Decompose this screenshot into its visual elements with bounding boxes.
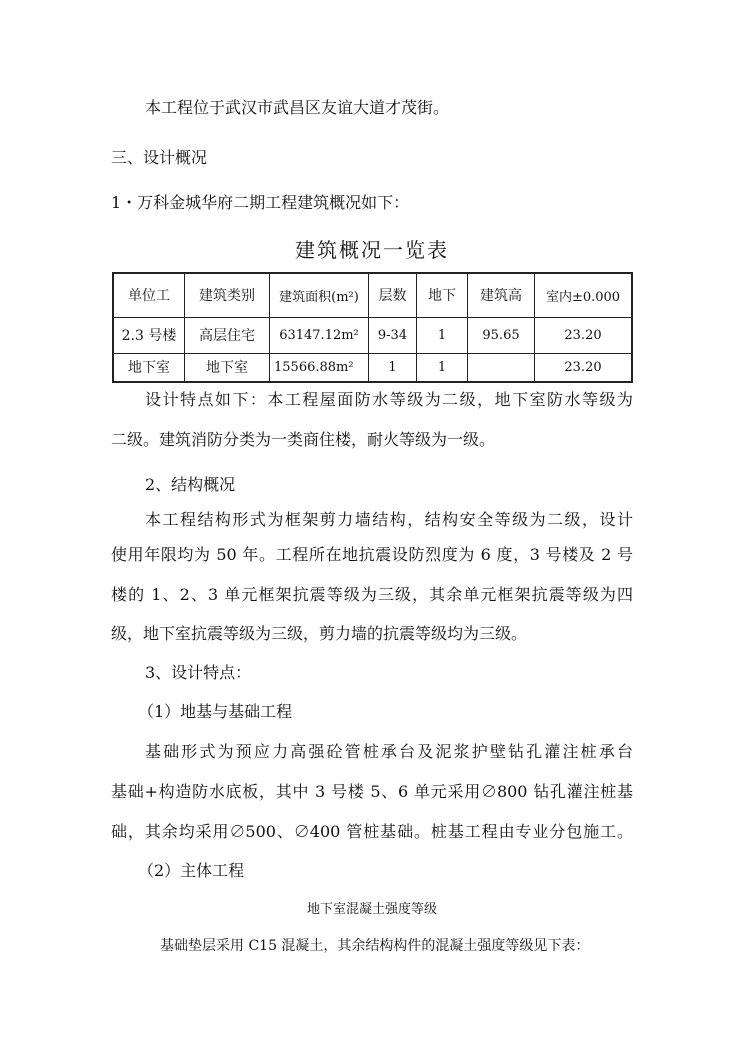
- concrete-paragraph: 基础垫层采用 C15 混凝土，其余结构构件的混凝土强度等级见下表：: [160, 938, 590, 954]
- foundation-paragraph-line: 基础形式为预应力高强砼管桩承台及泥浆护壁钻孔灌注桩承台: [145, 742, 633, 761]
- header-cell: 建筑面积(m²): [270, 273, 369, 317]
- table-cell: 1: [369, 353, 417, 382]
- table-cell: [468, 353, 535, 382]
- header-cell: 单位工: [113, 273, 185, 317]
- subsection-1-heading: （1）地基与基础工程: [138, 702, 293, 721]
- table-cell: 1: [417, 353, 468, 382]
- location-paragraph: 本工程位于武汉市武昌区友谊大道才茂街。: [145, 98, 450, 117]
- header-cell: 建筑类别: [185, 273, 270, 317]
- table-cell: 地下室: [113, 353, 185, 382]
- table-cell: 地下室: [185, 353, 270, 382]
- table-cell: 23.20: [535, 317, 633, 353]
- structure-paragraph-line: 楼的 1、2、3 单元框架抗震等级为三级，其余单元框架抗震等级为四: [111, 585, 633, 604]
- structure-paragraph-line: 级，地下室抗震等级为三级，剪力墙的抗震等级均为三级。: [111, 624, 528, 643]
- foundation-paragraph-line: 基础+构造防水底板，其中 3 号楼 5、6 单元采用∅800 钻孔灌注桩基: [111, 782, 633, 801]
- table-cell: 高层住宅: [185, 317, 270, 353]
- table-cell: 63147.12m²: [270, 317, 369, 353]
- table-title: 建筑概况一览表: [295, 238, 449, 262]
- design-paragraph-line: 二级。建筑消防分类为一类商住楼，耐火等级为一级。: [111, 430, 496, 449]
- table-row: [113, 317, 632, 353]
- table-cell: 95.65: [468, 317, 535, 353]
- building-overview-table: [112, 272, 633, 383]
- header-cell: 室内±0.000: [535, 273, 633, 317]
- table-cell: 9-34: [369, 317, 417, 353]
- structure-paragraph-line: 本工程结构形式为框架剪力墙结构，结构安全等级为二级，设计: [145, 510, 633, 529]
- table-cell: 15566.88m²: [270, 353, 369, 382]
- item-3-heading: 3、设计特点：: [145, 663, 252, 682]
- design-paragraph-line: 设计特点如下：本工程屋面防水等级为二级，地下室防水等级为: [145, 390, 633, 409]
- table-cell: 23.20: [535, 353, 633, 382]
- header-cell: 建筑高: [468, 273, 535, 317]
- table-row: [113, 353, 632, 382]
- subsection-2-heading: （2）主体工程: [138, 861, 245, 880]
- table-header-row: [113, 273, 632, 317]
- header-cell: 地下: [417, 273, 468, 317]
- table-cell: 1: [417, 317, 468, 353]
- section-heading-3: 三、设计概况: [111, 148, 208, 167]
- table-cell: 2.3 号楼: [113, 317, 185, 353]
- header-cell: 层数: [369, 273, 417, 317]
- structure-paragraph-line: 使用年限均为 50 年。工程所在地抗震设防烈度为 6 度，3 号楼及 2 号: [111, 545, 633, 564]
- item-1-heading: 1・万科金城华府二期工程建筑概况如下：: [111, 193, 410, 212]
- concrete-table-title: 地下室混凝土强度等级: [306, 902, 437, 917]
- item-2-heading: 2、结构概况: [145, 475, 236, 494]
- foundation-paragraph-line: 础，其余均采用∅500、∅400 管桩基础。桩基工程由专业分包施工。: [111, 822, 633, 841]
